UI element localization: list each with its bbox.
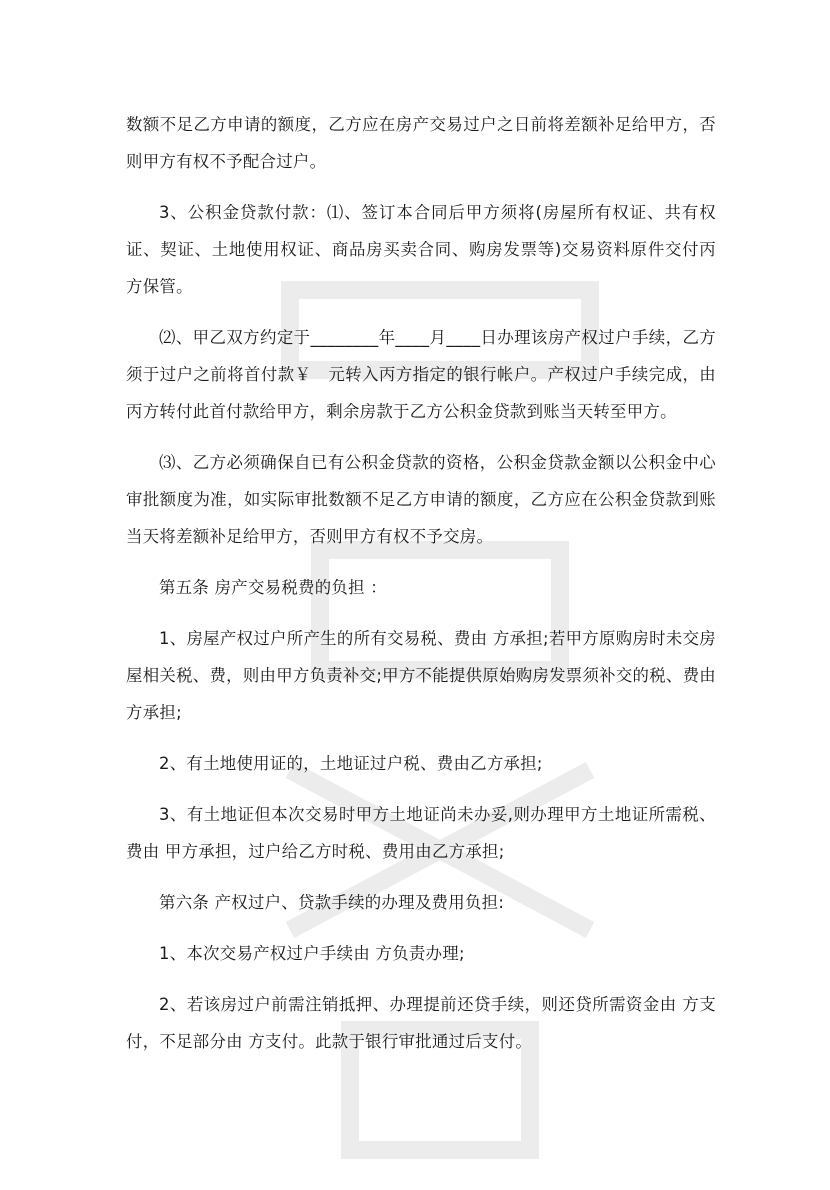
paragraph-6: 1、房屋产权过户所产生的所有交易税、费由 方承担;若甲方原购房时未交房屋相关税、费，则由甲方负责补交;甲方不能提供原始购房发票须补交的税、费由 方承担; <box>126 629 716 722</box>
paragraph-11: 2、若该房过户前需注销抵押、办理提前还贷手续，则还贷所需资金由 方支付，不足部分由 方支付。此款于银行审批通过后支付。 <box>126 995 716 1051</box>
paragraph-4: ⑶、乙方必须确保自已有公积金贷款的资格，公积金贷款金额以公积金中心审批额度为准，如实际审批数额不足乙方申请的额度，乙方应在公积金贷款到账当天将差额补足给甲方，否则甲方有权不予交房。 <box>126 453 716 546</box>
document-body <box>126 106 716 1074</box>
paragraph-7: 2、有土地使用证的，土地证过户税、费由乙方承担; <box>159 754 543 773</box>
paragraph-2: 3、公积金贷款付款：⑴、签订本合同后甲方须将(房屋所有权证、共有权证、契证、土地使用权证、商品房买卖合同、购房发票等)交易资料原件交付丙方保管。 <box>126 203 716 296</box>
section-heading-5: 第五条 房产交易税费的负担 ： <box>159 578 387 597</box>
paragraph-10: 1、本次交易产权过户手续由 方负责办理; <box>159 944 465 963</box>
paragraph-8: 3、有土地证但本次交易时甲方土地证尚未办妥,则办理甲方土地证所需税、费由 甲方承担，过户给乙方时税、费用由乙方承担; <box>126 805 716 861</box>
section-heading-6: 第六条 产权过户、贷款手续的办理及费用负担: <box>159 893 505 912</box>
paragraph-1: 数额不足乙方申请的额度，乙方应在房产交易过户之日前将差额补足给甲方，否则甲方有权不予配合过户。 <box>126 115 716 171</box>
paragraph-3: ⑵、甲乙双方约定于________年____月____日办理该房产权过户手续，乙方须于过户之前将首付款￥ 元转入丙方指定的银行帐户。产权过户手续完成，由丙方转付此首付款给甲方，剩余房款于乙方公积金贷款到账当天转至甲方。 <box>126 328 716 421</box>
